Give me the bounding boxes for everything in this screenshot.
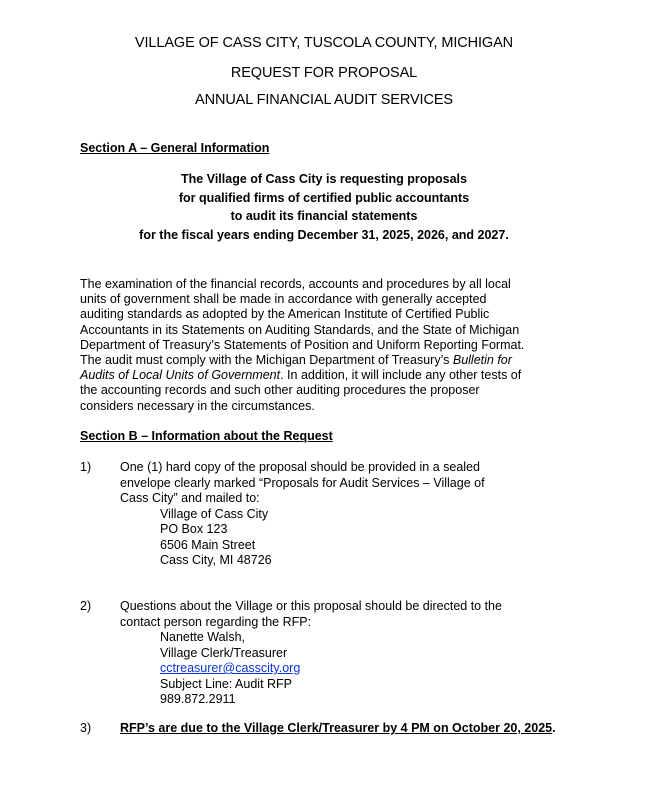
- intro-line: The Village of Cass City is requesting proposals: [181, 172, 467, 186]
- item-number: 1): [80, 460, 92, 474]
- contact-block: [120, 630, 502, 708]
- contact-phone: 989.872.2911: [160, 692, 236, 706]
- item-body: [120, 721, 556, 737]
- contact-title: Village Clerk/Treasurer: [160, 645, 288, 660]
- document-title-municipality: VILLAGE OF CASS CITY, TUSCOLA COUNTY, MICHIGAN: [134, 35, 514, 51]
- item-line: contact person regarding the RFP:: [120, 614, 312, 629]
- paragraph-line: Accountants in its Statements on Auditing Standards, and the State of Michigan: [80, 322, 520, 337]
- item-line: One (1) hard copy of the proposal should be provided in a sealed: [120, 460, 480, 474]
- document-title-rfp: REQUEST FOR PROPOSAL: [230, 65, 418, 81]
- due-date-notice: RFP’s are due to the Village Clerk/Treasurer by 4 PM on October 20, 2025: [120, 721, 553, 735]
- intro-line: for qualified firms of certified public accountants: [178, 190, 470, 205]
- paragraph-line: considers necessary in the circumstances.: [80, 398, 315, 413]
- section-a-paragraph: [80, 277, 570, 414]
- paragraph-text: The audit must comply with the Michigan Department of Treasury’s: [80, 353, 453, 368]
- intro-line: to audit its financial statements: [230, 209, 418, 223]
- contact-name: Nanette Walsh,: [160, 630, 245, 644]
- address-line: 6506 Main Street: [160, 537, 256, 552]
- paragraph-line: [80, 353, 570, 368]
- section-a-intro: [0, 170, 648, 244]
- paragraph-line: auditing standards as adopted by the American Institute of Certified Public: [80, 307, 490, 322]
- address-line: PO Box 123: [160, 522, 228, 536]
- paragraph-line: units of government shall be made in accordance with generally accepted: [80, 292, 487, 307]
- address-line: Village of Cass City: [160, 506, 269, 521]
- item-number: 2): [80, 599, 92, 613]
- item-body: [120, 599, 502, 708]
- paragraph-line: Department of Treasury’s Statements of Position and Uniform Reporting Format.: [80, 337, 525, 352]
- document-title-services: ANNUAL FINANCIAL AUDIT SERVICES: [195, 92, 453, 108]
- address-line: Cass City, MI 48726: [160, 553, 272, 567]
- item-line: Questions about the Village or this proposal should be directed to the: [120, 599, 502, 613]
- item-body: [120, 460, 485, 569]
- bulletin-title: Audits of Local Units of Government: [80, 368, 281, 383]
- paragraph-line: [80, 368, 570, 383]
- bulletin-title: Bulletin for: [452, 353, 512, 368]
- paragraph-line: The examination of the financial records, accounts and procedures by all local: [80, 277, 511, 291]
- item-line: Cass City” and mailed to:: [120, 491, 260, 505]
- contact-email-link[interactable]: cctreasurer@casscity.org: [160, 661, 301, 675]
- mailing-address: [120, 507, 485, 569]
- due-date-period: .: [552, 721, 556, 735]
- section-b-heading: Section B – Information about the Request: [80, 429, 333, 443]
- item-line: envelope clearly marked “Proposals for Audit Services – Village of: [120, 475, 485, 490]
- contact-subject-line: Subject Line: Audit RFP: [160, 676, 293, 691]
- item-number: 3): [80, 721, 92, 735]
- paragraph-text: . In addition, it will include any other tests of: [280, 368, 522, 383]
- paragraph-line: the accounting records and such other auditing procedures the proposer: [80, 383, 480, 398]
- section-a-heading: Section A – General Information: [80, 141, 270, 155]
- intro-line: for the fiscal years ending December 31, 2025, 2026, and 2027.: [139, 227, 509, 242]
